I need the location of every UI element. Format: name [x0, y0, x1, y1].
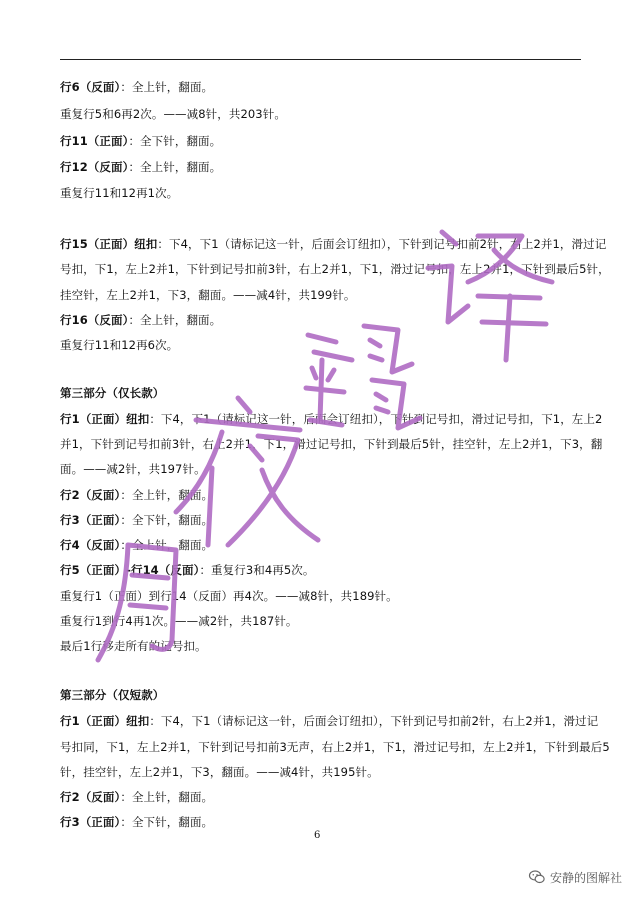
line-24 — [60, 765, 379, 779]
line-lead: 行5（正面）-行14（反面） — [60, 563, 200, 577]
line-lead: 行1（正面）纽扣 — [60, 412, 150, 426]
line-text: ：全上针，翻面。 — [120, 790, 214, 804]
line-text: 面。——减2针，共197针。 — [60, 462, 206, 476]
line-text: 重复行1（正面）到行14（反面）再4次。——减8针，共189针。 — [60, 589, 398, 603]
line-lead: 行1（正面）纽扣 — [60, 714, 150, 728]
line-lead: 行4（反面） — [60, 538, 121, 552]
line-text: ：全下针，翻面。 — [120, 513, 214, 527]
line-1 — [60, 107, 286, 121]
line-lead: 行16（反面） — [60, 313, 129, 327]
wechat-icon — [528, 868, 546, 886]
line-text: 并1，下针到记号扣前3针，右上2并1，下1，滑过记号扣，下针到最后5针，挂空针，左上2并1，下3，翻 — [60, 437, 603, 451]
line-text: 挂空针，左上2并1，下3，翻面。——减4针，共199针。 — [60, 288, 356, 302]
section-heading-long — [60, 386, 164, 400]
line-lead: 第三部分（仅短款） — [60, 688, 165, 702]
line-23 — [60, 740, 610, 754]
line-text: 重复行11和12再1次。 — [60, 186, 179, 200]
line-lead: 行12（反面） — [60, 160, 129, 174]
line-9 — [60, 338, 178, 352]
line-text: ：下4，下1（请标记这一针，后面会订纽扣），下针到记号扣前2针，右上2并1，滑过记 — [149, 714, 599, 728]
line-19 — [60, 614, 298, 628]
line-text: ：全上针，翻面。 — [128, 160, 222, 174]
line-text: ：全上针，翻面。 — [120, 538, 214, 552]
line-text: 重复行5和6再2次。——减8针，共203针。 — [60, 107, 286, 121]
line-25 — [60, 790, 213, 804]
line-0 — [60, 80, 213, 94]
line-text: ：全上针，翻面。 — [120, 488, 214, 502]
line-13 — [60, 462, 206, 476]
line-text: 重复行1到行4再1次。——减2针，共187针。 — [60, 614, 298, 628]
line-18 — [60, 589, 398, 603]
wechat-account-name: 安静的图解社 — [549, 870, 622, 885]
wechat-footer — [528, 868, 622, 886]
line-4 — [60, 186, 178, 200]
line-7 — [60, 288, 356, 302]
line-6 — [60, 262, 610, 276]
line-lead: 行3（正面） — [60, 513, 121, 527]
line-text: ：全上针，翻面。 — [128, 313, 222, 327]
line-lead: 行3（正面） — [60, 815, 121, 829]
line-3 — [60, 160, 221, 174]
line-text: 号扣，下1，左上2并1，下针到记号扣前3针，右上2并1，下1，滑过记号扣，左上2并1，下针到最后5针， — [60, 262, 610, 276]
line-11 — [60, 412, 602, 426]
line-text: 号扣同，下1，左上2并1，下针到记号扣前3无声，右上2并1，下1，滑过记号扣，左上2并1，下针到最后5 — [60, 740, 610, 754]
header-rule — [60, 59, 581, 60]
line-text: ：下4，下1（请标记这一针，后面会订纽扣），下针到记号扣，滑过记号扣，下1，左上2 — [149, 412, 603, 426]
line-text: ：重复行3和4再5次。 — [199, 563, 315, 577]
line-17 — [60, 563, 315, 577]
line-8 — [60, 313, 221, 327]
line-12 — [60, 437, 602, 451]
line-lead: 行6（反面） — [60, 80, 121, 94]
line-14 — [60, 488, 213, 502]
line-26 — [60, 815, 213, 829]
line-20 — [60, 639, 207, 653]
line-text: ：全上针，翻面。 — [120, 80, 214, 94]
line-22 — [60, 714, 598, 728]
line-5 — [60, 237, 606, 251]
line-text: ：全下针，翻面。 — [128, 134, 222, 148]
line-lead: 行2（反面） — [60, 790, 121, 804]
line-2 — [60, 134, 221, 148]
line-text: ：下4，下1（请标记这一针，后面会订纽扣），下针到记号扣前2针，右上2并1，滑过记 — [157, 237, 607, 251]
line-lead: 行2（反面） — [60, 488, 121, 502]
line-lead: 行15（正面）纽扣 — [60, 237, 158, 251]
line-text: 最后1行移走所有的记号扣。 — [60, 639, 207, 653]
line-15 — [60, 513, 213, 527]
section-heading-short — [60, 688, 164, 702]
line-text: ：全下针，翻面。 — [120, 815, 214, 829]
line-lead: 第三部分（仅长款） — [60, 386, 165, 400]
line-text: 重复行11和12再6次。 — [60, 338, 179, 352]
line-16 — [60, 538, 213, 552]
line-lead: 行11（正面） — [60, 134, 129, 148]
page-number: 6 — [314, 830, 321, 841]
line-text: 针，挂空针，左上2并1，下3，翻面。——减4针，共195针。 — [60, 765, 379, 779]
